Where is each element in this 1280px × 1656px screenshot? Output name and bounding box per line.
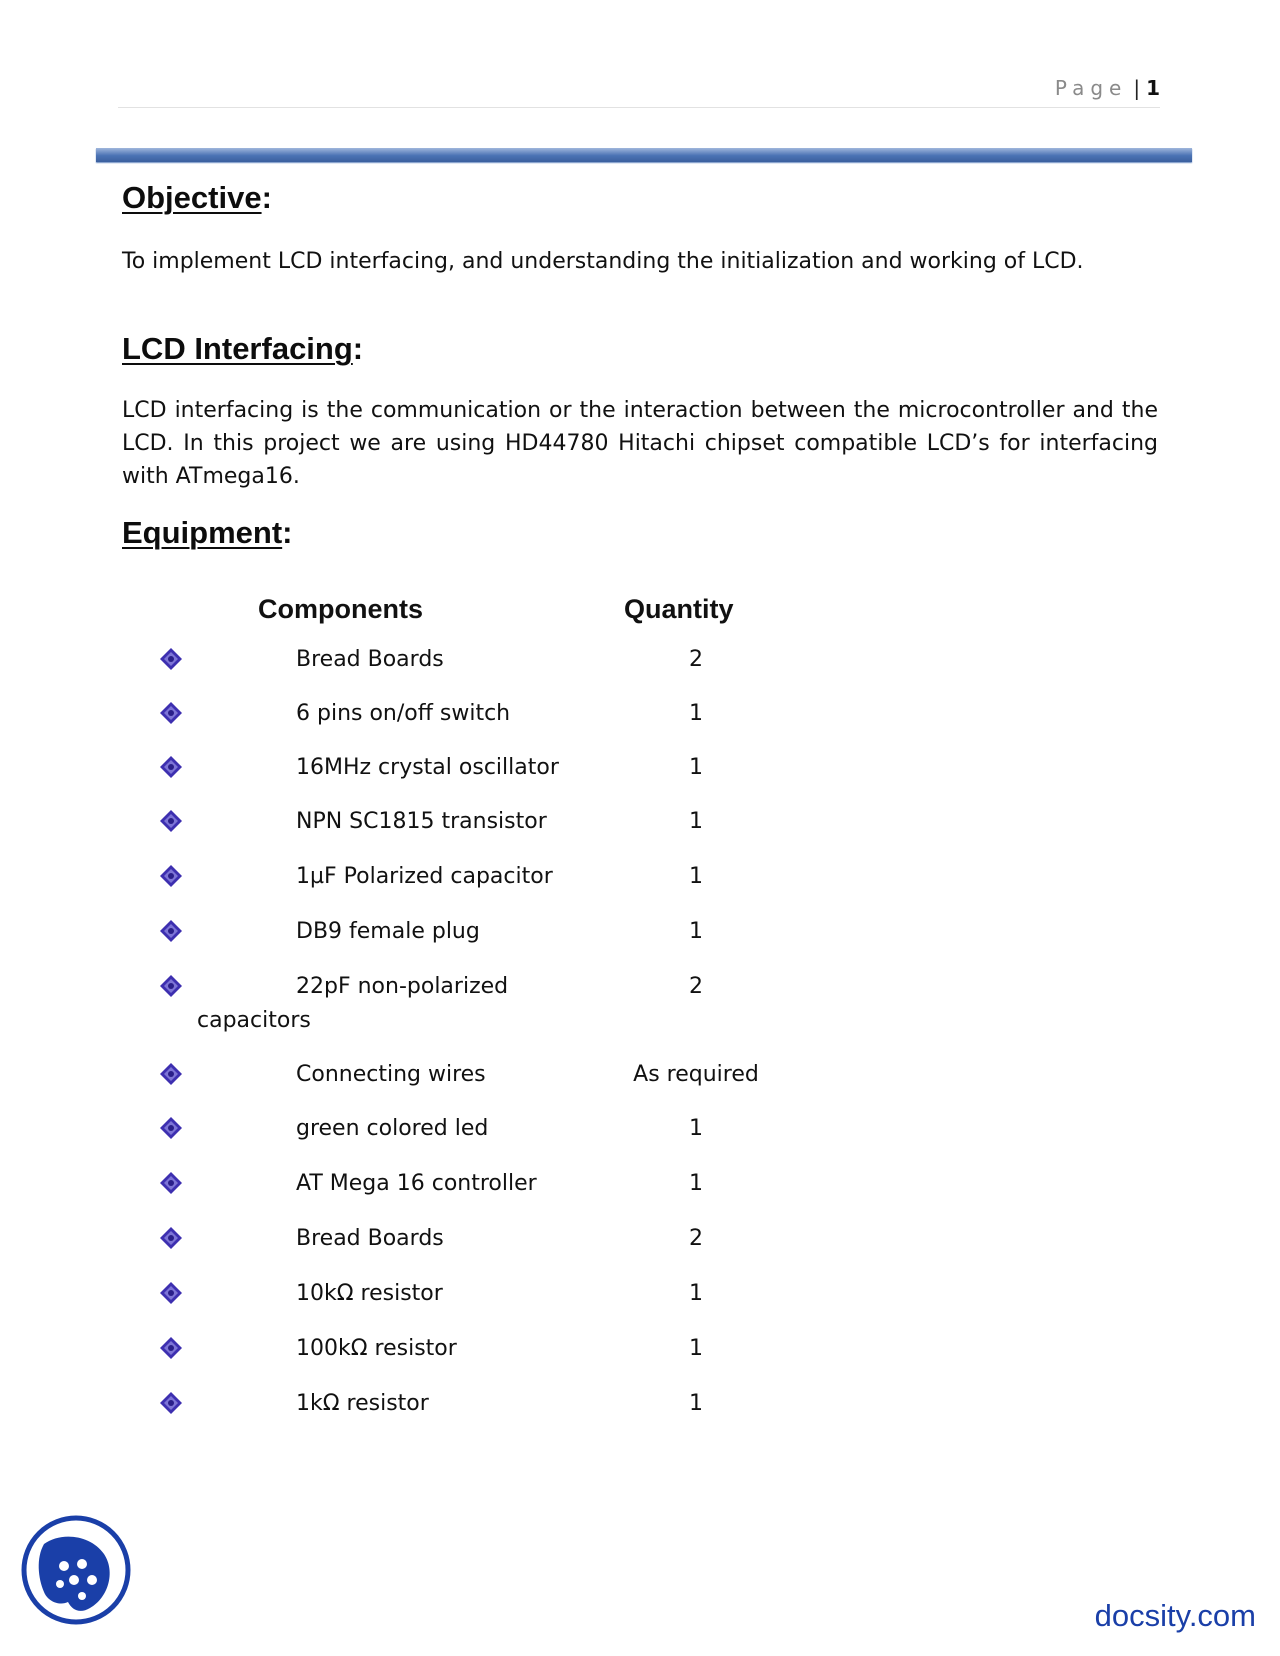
diamond-bullet-icon bbox=[159, 1116, 183, 1140]
component-name: DB9 female plug bbox=[296, 919, 480, 944]
list-item bbox=[0, 751, 1280, 791]
quantity-column-header: Quantity bbox=[624, 594, 734, 624]
lcd-interfacing-heading: LCD Interfacing: bbox=[122, 331, 364, 366]
component-name: Connecting wires bbox=[296, 1062, 486, 1087]
page-header bbox=[1055, 76, 1160, 100]
component-quantity: 1 bbox=[689, 919, 703, 944]
component-quantity: 1 bbox=[689, 1391, 703, 1416]
component-quantity: 1 bbox=[689, 755, 703, 780]
list-item bbox=[0, 915, 1280, 955]
page-label: Page bbox=[1054, 76, 1128, 100]
component-quantity: 1 bbox=[689, 1281, 703, 1306]
component-quantity: 2 bbox=[689, 647, 703, 672]
list-item bbox=[0, 970, 1280, 1044]
objective-heading: Objective: bbox=[122, 180, 272, 215]
component-quantity: 2 bbox=[689, 1226, 703, 1251]
component-quantity: 1 bbox=[689, 809, 703, 834]
diamond-bullet-icon bbox=[159, 1171, 183, 1195]
equipment-heading: Equipment: bbox=[122, 515, 293, 550]
diamond-bullet-icon bbox=[159, 1062, 183, 1086]
title-bar bbox=[96, 148, 1192, 162]
diamond-bullet-icon bbox=[159, 919, 183, 943]
component-quantity: 1 bbox=[689, 864, 703, 889]
component-name-continued: capacitors bbox=[197, 1008, 311, 1033]
component-name: 1kΩ resistor bbox=[296, 1391, 429, 1416]
list-item bbox=[0, 805, 1280, 845]
component-quantity: 1 bbox=[689, 701, 703, 726]
diamond-bullet-icon bbox=[159, 1336, 183, 1360]
list-item bbox=[0, 1058, 1280, 1098]
component-name: 1µF Polarized capacitor bbox=[296, 864, 553, 889]
diamond-bullet-icon bbox=[159, 647, 183, 671]
list-item bbox=[0, 1222, 1280, 1262]
header-rule bbox=[118, 107, 1160, 108]
component-name: 100kΩ resistor bbox=[296, 1336, 457, 1361]
diamond-bullet-icon bbox=[159, 864, 183, 888]
diamond-bullet-icon bbox=[159, 974, 183, 998]
diamond-bullet-icon bbox=[159, 1391, 183, 1415]
component-quantity: 1 bbox=[689, 1171, 703, 1196]
list-item bbox=[0, 860, 1280, 900]
component-quantity: 2 bbox=[689, 974, 703, 999]
component-quantity: 1 bbox=[689, 1336, 703, 1361]
diamond-bullet-icon bbox=[159, 755, 183, 779]
component-name: 6 pins on/off switch bbox=[296, 701, 511, 726]
component-name: NPN SC1815 transistor bbox=[296, 809, 547, 834]
components-column-header: Components bbox=[258, 594, 423, 624]
list-item bbox=[0, 1387, 1280, 1427]
list-item bbox=[0, 1332, 1280, 1372]
component-name: 22pF non-polarized bbox=[296, 974, 509, 999]
diamond-bullet-icon bbox=[159, 809, 183, 833]
component-name: Bread Boards bbox=[296, 647, 444, 672]
list-item bbox=[0, 1277, 1280, 1317]
objective-text: To implement LCD interfacing, and understanding the initialization and working of LCD. bbox=[122, 249, 1084, 274]
page-separator: | bbox=[1133, 76, 1141, 100]
list-item bbox=[0, 643, 1280, 683]
diamond-bullet-icon bbox=[159, 1226, 183, 1250]
list-item bbox=[0, 1167, 1280, 1207]
list-item bbox=[0, 697, 1280, 737]
component-name: 16MHz crystal oscillator bbox=[296, 755, 559, 780]
component-name: 10kΩ resistor bbox=[296, 1281, 443, 1306]
docsity-link[interactable]: docsity.com bbox=[1094, 1598, 1256, 1633]
component-name: Bread Boards bbox=[296, 1226, 444, 1251]
component-quantity: 1 bbox=[689, 1116, 703, 1141]
component-name: AT Mega 16 controller bbox=[296, 1171, 537, 1196]
docsity-logo-icon[interactable] bbox=[20, 1514, 132, 1626]
list-item bbox=[0, 1112, 1280, 1152]
page-number: 1 bbox=[1146, 76, 1160, 100]
diamond-bullet-icon bbox=[159, 701, 183, 725]
lcd-interfacing-text: LCD interfacing is the communication or the interaction between the microcontroller and the LCD. In this project we are using HD44780 Hitachi chipset compatible LCD’s for interfacing with ATmega16. bbox=[122, 398, 1158, 489]
component-name: green colored led bbox=[296, 1116, 489, 1141]
diamond-bullet-icon bbox=[159, 1281, 183, 1305]
component-quantity: As required bbox=[633, 1062, 759, 1087]
